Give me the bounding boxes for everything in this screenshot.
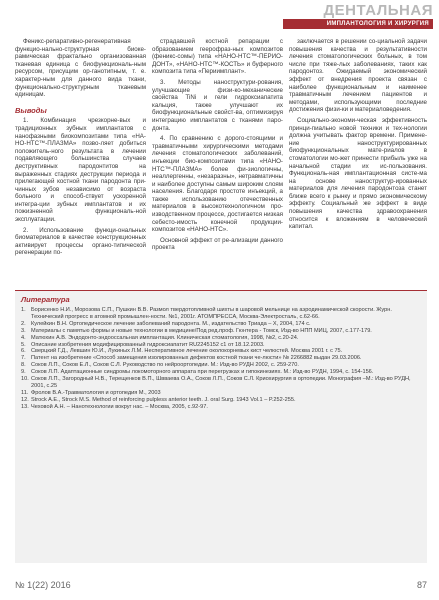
journal-header xyxy=(0,0,439,31)
paragraph: 4. По сравнению с дорого-стоящими и травматичными хирургическими методами лечения стоматологических заболеваний, инъекции био-композитами типа «НАНО-НТС™-ПЛАЗМА» более фи-зиологичны, неаллергенны, «незаразны», нетравматичны и наиболее доступны самым широким слоям населения. Благодаря простоте инъекций, а также использованию отечественных материалов в высокотехнологичном про-изводственном процессе, достигается низкая себесто-имость конечной продукции-композитов «НАНО-НТС». xyxy=(152,135,283,234)
literature-item-number: 13. xyxy=(21,403,29,410)
literature-item xyxy=(21,362,421,369)
paragraph: 1. Комбинация чрезкорне-вых и традиционных зубных имплантатов с нанофазными биокомпозитами типа «НА-НО-НТС™-ПЛАЗМА» позво-ляет добиться положитель-ного результата в лечении подавляющего большинства случаев деструктивных пародонтитов на выраженных стадиях деструкции периода и прилегающей костной ткани пародонта при-чинных зубов независимо от возраста больного и способ-ствует ускоренной интегра-ции зубных имплантатов и их пожизненной функциональ-ной эксплуатации. xyxy=(15,117,146,224)
literature-item-number: 4. xyxy=(21,334,26,341)
literature-item-number: 9. xyxy=(21,369,26,376)
literature-item-text: Борисенко Н.И., Морозова С.П., Пушкин В.В. Размол твердотопливной шихты в шаровой мельнице на аэродинамической скорости. Журн. Технический прогресс в атомной промышлен-ности. №1, 2001г. АТОМПРЕССА, Москва-Электросталь, с.62-66. xyxy=(31,307,392,320)
literature-heading: Литература xyxy=(21,295,70,304)
paragraph: 3. Методы наноструктури-рования, улучшающие физи-ко-механические свойства TiNi и гели гидроксиапатита кальция, также улучшают их биофункциональные свойст-ва, оптимизируя интеграцию имплантатов с тканями паро-донта. xyxy=(152,78,283,132)
literature-box xyxy=(15,290,427,563)
literature-item-text: Соков Л.П., Загородный Н.В., Терещенков В.П., Швваева О.А., Соков Л.П., Соков С.Л. Криохирургия в ортопедии. Монография –М.: Изд-во РУДН, 2001, с.25 xyxy=(31,376,411,389)
paragraph: Основной эффект от ре-ализации данного проекта xyxy=(152,236,283,252)
literature-item xyxy=(21,404,421,411)
literature-item-number: 10. xyxy=(21,376,29,383)
literature-item-number: 2. xyxy=(21,320,26,327)
literature-item-text: Патент на изобретение «Способ замещения изолированных дефектов костной ткани че-люсти» № 2266882 выдан 29.03.2006. xyxy=(31,355,362,362)
page-number: 87 xyxy=(416,580,427,590)
journal-title: ДЕНТАЛЬНАЯ xyxy=(323,2,433,19)
article-column-3 xyxy=(289,38,427,234)
literature-item-text: Сверцкий Г.Д., Левшин Ю.И., Лукиных Л.М. Несперативное лечение околокорневых кист челюстей. Москва 2001 г. с 75. xyxy=(31,348,343,355)
literature-item xyxy=(21,335,421,342)
literature-item xyxy=(21,397,421,404)
literature-item-number: 11. xyxy=(21,389,29,396)
literature-item-number: 5. xyxy=(21,341,26,348)
literature-item xyxy=(21,321,421,328)
literature-item-number: 7. xyxy=(21,355,26,362)
literature-item xyxy=(21,307,421,321)
literature-list xyxy=(15,307,427,411)
article-column-2 xyxy=(152,38,283,255)
literature-item-text: Кулейкин В.Н. Ортопедическое лечение заболеваний пародонта. М., издательство Триада – Х, 2004, 174 с. xyxy=(31,320,311,327)
literature-item-text: Соков Л.П., Соков Е.Л., Соков С.Л. Руководство по нейроортопедии. М.: Изд-во РУДН 2002, с. 259-270. xyxy=(31,362,299,369)
literature-item xyxy=(21,376,421,390)
issue-number: № 1(22) 2016 xyxy=(15,580,71,590)
literature-item-text: Чеховой А.Н. – Нанотехнологии вокруг нас. – Москва, 2005, с.92-97. xyxy=(31,403,208,410)
literature-item-text: Материалы с памятью формы и новые технологии в медицине/Под ред.проф. Гюнтера - Томск, Изд-во НПП МИЦ, 2007, с.177-179. xyxy=(31,327,372,334)
literature-item-text: Соков Л.П. Адаптационные синдромы локомоторного аппарата при перегрузках и гипокинезиях. М.: Изд-во РУДН, 1994, с. 154-156. xyxy=(31,369,374,376)
literature-item-text: Описание изобретения модифицированный гидроксиапатит RU2245152 с1 от 18.12.2003. xyxy=(31,341,265,348)
paragraph: заключается в решении со-циальной задачи повышения качества и результативности лечения стоматологических больных, в том числе при тяже-лых заболеваниях, таких как пародонтоз. Ожидаемый экономический эффект от внедрения проекта связан с наиболее функциональным и наименее травматичным лечением пациентов и методами, использующими последние достижения физи-ки и материаловедения. xyxy=(289,38,427,114)
literature-item-text: Strock A.E., Strock M.S. Method of reinforcing pulpless anterior teeth. J. oral Surg. 1943 Vol.1 – P.252-255. xyxy=(31,396,296,403)
literature-item xyxy=(21,390,421,397)
journal-subtitle-band: ИМПЛАНТОЛОГИЯ И ХИРУРГИЯ xyxy=(283,19,433,29)
literature-item-number: 6. xyxy=(21,348,26,355)
literature-item-text: Матюхин А.В. Эндодонто-эндооссальная имплантация. Клиническая стоматология, 1998, №2, с.20-24. xyxy=(31,334,299,341)
literature-item-number: 12. xyxy=(21,396,29,403)
paragraph: 2. Использование функци-ональных биоматериалов в качестве конструкционных активирует процессы органо-типической регенерации по- xyxy=(15,226,146,257)
paragraph: Социально-экономи-ческая эффективность принци-пиально новой техники и тех-нологии должна учитывать фактор времени. Примене-ние наноструктурированных биофункциональных мате-риалов в стоматологии мо-жет принести прибыль уже на начальной стадии их ис-пользования. Функциональ-ная имплантационная систе-ма на основе наноструктур-ированных материалов для лечения пародонтоза станет ближе всего к рынку и прямо экономическому эффекту. Социальный же эффект в виде повышения качества здравоохранения относится к вложениям в человеческий капитал. xyxy=(289,116,427,231)
literature-item-text: Фролов В.А.-Травматология и ортопедия М., 2003 xyxy=(31,389,161,396)
literature-item xyxy=(21,328,421,335)
paragraph: страдавшей костной репарации с образованием геерофраз-ных композитов (феникс-сомы) типа «НАНО-НТС™-ПЕРИО-ДОНТ», «НАНО-НТС™-КОСТЬ» и буферного композита типа «Периимплант». xyxy=(152,38,283,76)
literature-item-number: 1. xyxy=(21,307,26,313)
literature-item-number: 8. xyxy=(21,362,26,369)
literature-item-number: 3. xyxy=(21,327,26,334)
article-column-1 xyxy=(15,38,146,260)
paragraph: Феникс-репаративно-регенеративная функцио-нально-структурная биоке-рамическая фрактально организованная тканевая единица с биофункциональ-ным ресурсом, присущим ор-ганотипным, т. е. характер-ным для данного вида ткани, функционально-структурным тканевым единицам. xyxy=(15,38,146,99)
conclusions-heading: Выводы xyxy=(15,105,47,115)
